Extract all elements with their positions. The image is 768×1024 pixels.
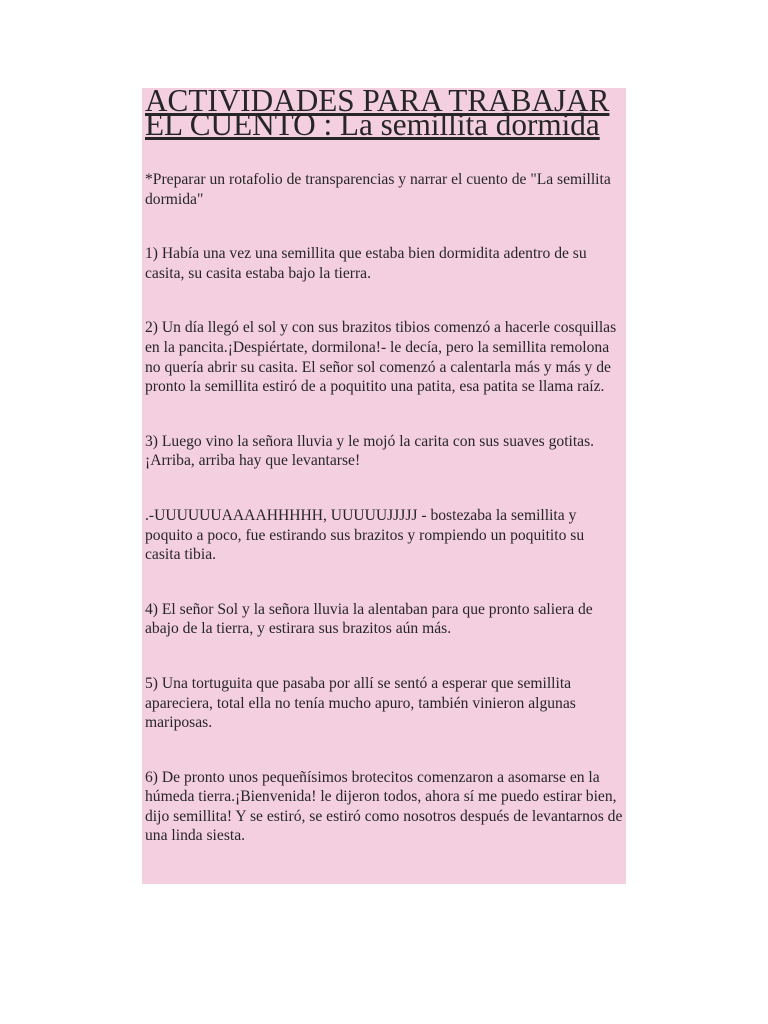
story-paragraph-4: 4) El señor Sol y la señora lluvia la alentaban para que pronto saliera de abajo de la tierra, y estirara sus brazitos aún más.: [145, 600, 593, 638]
story-paragraph-3: 3) Luego vino la señora lluvia y le mojó la carita con sus suaves gotitas. ¡Arriba, arriba hay que levantarse!: [145, 432, 595, 470]
story-paragraph-5: 5) Una tortuguita que pasaba por allí se sentó a esperar que semillita apareciera, total ella no tenía mucho apuro, también vinieron algunas mariposas.: [145, 674, 576, 732]
story-paragraph-1: 1) Había una vez una semillita que estaba bien dormidita adentro de su casita, su casita estaba bajo la tierra.: [145, 245, 587, 282]
intro-paragraph: *Preparar un rotafolio de transparencias y narrar el cuento de "La semillita dormida": [145, 171, 611, 208]
story-paragraph-2: 2) Un día llegó el sol y con sus brazitos tibios comenzó a hacerle cosquillas en la pancita.¡Despiértate, dormilona!- le decía, pero la semillita remolona no quería abrir su casita. El señor sol comenzó a calentarla más y más y de pronto la semillita estiró de a poquitito una patita, esa patita se llama raíz.: [145, 319, 617, 396]
story-paragraph-interjection: .-UUUUUUAAAAHHHHH, UUUUUJJJJJ - bostezaba la semillita y poquito a poco, fue estirando sus brazitos y rompiendo un poquitito su casita tibia.: [145, 506, 585, 564]
document-title: ACTIVIDADES PARA TRABAJAR EL CUENTO : La semillita dormida: [145, 83, 610, 142]
story-paragraph-6: 6) De pronto unos pequeñísimos brotecitos comenzaron a asomarse en la húmeda tierra.¡Bienvenida! le dijeron todos, ahora sí me puedo estirar bien, dijo semillita! Y se estiró, se estiró como nosotros después de levantarnos de una linda siesta.: [145, 768, 623, 845]
document-body: [142, 83, 626, 884]
